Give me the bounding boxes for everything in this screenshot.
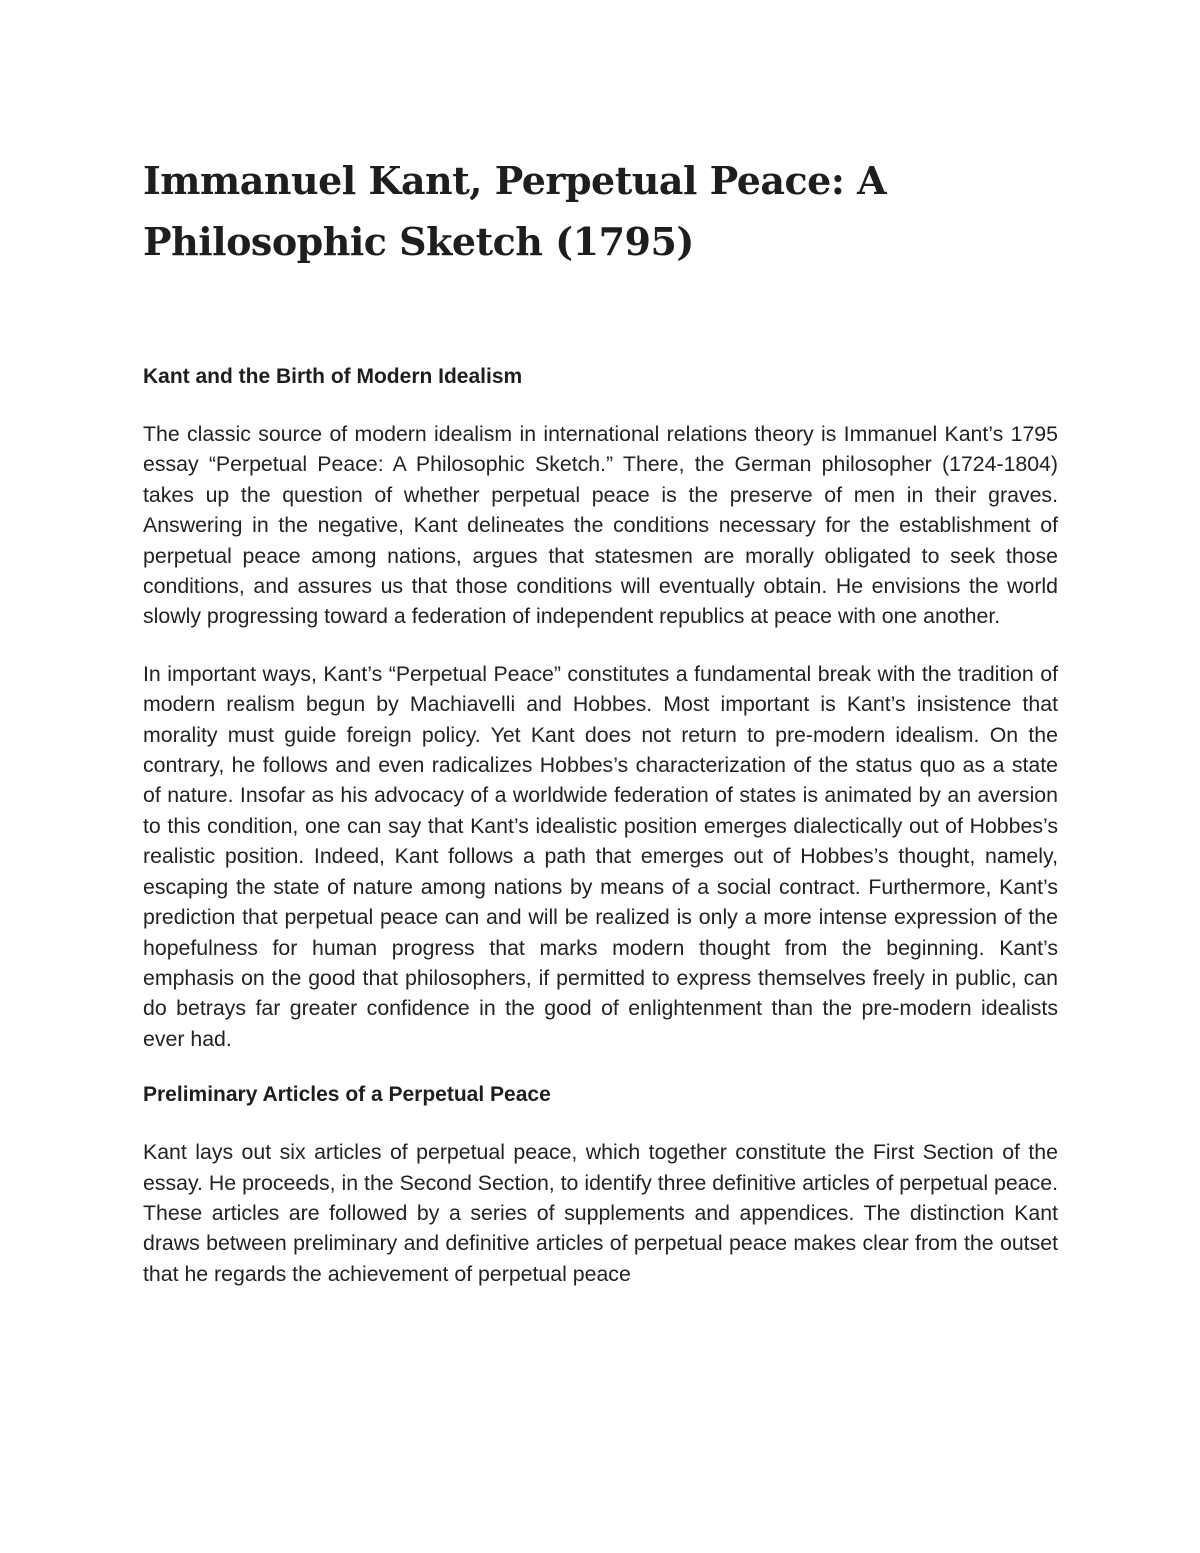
paragraph: Kant lays out six articles of perpetual peace, which together constitute the First Section of the essay. He proceeds, in the Second Section, to identify three definitive articles of perpetual peace. These articles are followed by a series of supplements and appendices. The distinction Kant draws between preliminary and definitive articles of perpetual peace makes clear from the outset that he regards the achievement of perpetual peace <box>143 1140 1058 1286</box>
paragraph: The classic source of modern idealism in international relations theory is Immanuel Kant’s 1795 essay “Perpetual Peace: A Philosophic Sketch.” There, the German philosopher (1724-1804) takes up the question of whether perpetual peace is the preserve of men in their graves. Answering in the negative, Kant delineates the conditions necessary for the establishment of perpetual peace among nations, argues that statesmen are morally obligated to seek those conditions, and assures us that those conditions will eventually obtain. He envisions the world slowly progressing toward a federation of independent republics at peace with one another. <box>143 422 1058 629</box>
section-heading-preliminary-articles: Preliminary Articles of a Perpetual Peace <box>143 1083 551 1107</box>
section-heading-kant-modern-idealism: Kant and the Birth of Modern Idealism <box>143 365 523 388</box>
document-page <box>143 150 1058 1289</box>
paragraph: In important ways, Kant’s “Perpetual Peace” constitutes a fundamental break with the tradition of modern realism begun by Machiavelli and Hobbes. Most important is Kant’s insistence that morality must guide foreign policy. Yet Kant does not return to pre-modern idealism. On the contrary, he follows and even radicalizes Hobbes’s characterization of the status quo as a state of nature. Insofar as his advocacy of a worldwide federation of states is animated by an aversion to this condition, one can say that Kant’s idealistic position emerges dialectically out of Hobbes’s realistic position. Indeed, Kant follows a path that emerges out of Hobbes’s thought, namely, escaping the state of nature among nations by means of a social contract. Furthermore, Kant’s prediction that perpetual peace can and will be realized is only a more intense expression of the hopefulness for human progress that marks modern thought from the beginning. Kant’s emphasis on the good that philosophers, if permitted to express themselves freely in public, can do betrays far greater confidence in the good of enlightenment than the pre-modern idealists ever had. <box>143 661 1058 1051</box>
document-title: Immanuel Kant, Perpetual Peace: A Philosophic Sketch (1795) <box>143 158 887 264</box>
